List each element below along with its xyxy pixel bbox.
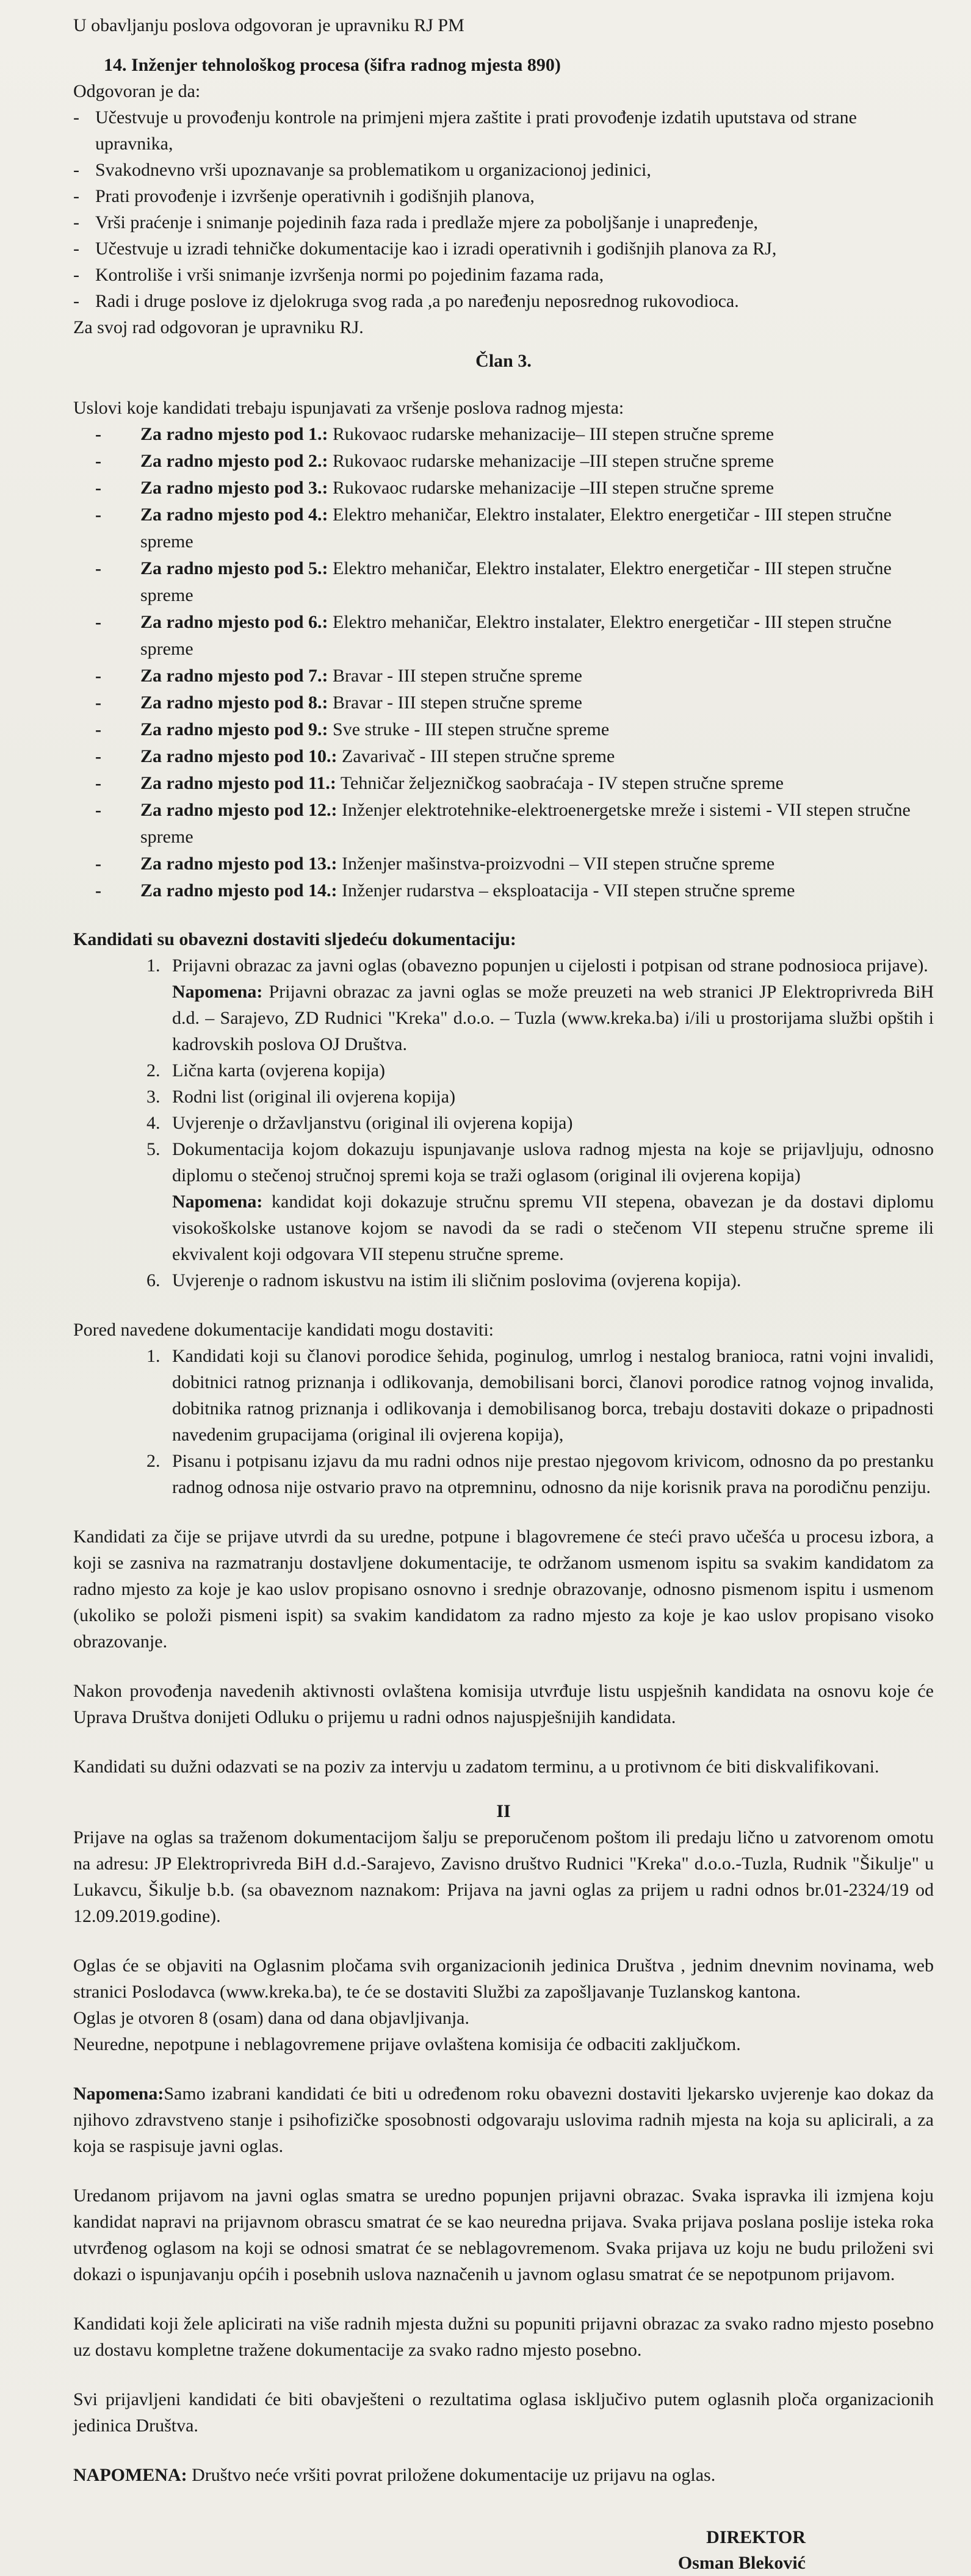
document-text: Prijavni obrazac za javni oglas (obavezno popunjen u cijelosti i potpisan od strane podnosioca prijave). (172, 955, 928, 976)
position-text: Tehničar željezničkog saobraćaja - IV stepen stručne spreme (336, 773, 784, 793)
para-interview: Kandidati su dužni odazvati se na poziv za intervju u zadatom terminu, a u protivnom će biti diskvalifikovani. (73, 1757, 879, 1777)
additional-list (73, 1343, 934, 1500)
position-text: Rukovaoc rudarske mehanizacije– III stepen stručne spreme (328, 424, 774, 444)
position-text: Rukovaoc rudarske mehanizacije –III stepen stručne spreme (328, 478, 774, 498)
position-label: Za radno mjesto pod 4.: (140, 505, 328, 525)
position-item (95, 663, 934, 689)
document-item (165, 1136, 934, 1267)
position-label: Za radno mjesto pod 8.: (140, 693, 328, 713)
position-text: Inženjer rudarstva – eksploatacija - VII stepen stručne spreme (337, 880, 795, 901)
duty-item: - Učestvuje u provođenju kontrole na primjeni mjera zaštite i prati provođenje izdatih uputstava od strane upravnika, (73, 104, 934, 157)
duty-item: - Svakodnevno vrši upoznavanje sa problematikom u organizacionoj jedinici, (73, 157, 934, 183)
duty-item: - Kontroliše i vrši snimanje izvršenja normi po pojedinim fazama rada, (73, 262, 934, 288)
additional-text: Kandidati koji su članovi porodice šehida, poginulog, umrlog i nestalog branioca, ratni vojni invalidi, dobitnici ratnog priznanja i odlikovanja, demobilisani borci, članovi porodice ratnog vojnog invalida, dobitnika ratnog priznanja i odlikovanja i demobilisanog borca, trebaju dostaviti dokaze o pripadnosti navedenim grupacijama (original ili ovjerena kopija), (172, 1346, 934, 1445)
para-commission: Nakon provođenja navedenih aktivnosti ovlaštena komisija utvrđuje listu uspješnih kandidata na osnovu koje će Uprava Društva donijeti Odluku o prijemu u radni odnos najuspješnijih kandidata. (73, 1681, 934, 1727)
document-item (165, 1084, 934, 1110)
additional-intro: Pored navedene dokumentacije kandidati mogu dostaviti: (73, 1320, 494, 1340)
position-text: Bravar - III stepen stručne spreme (328, 666, 582, 686)
para-publish: Oglas će se objaviti na Oglasnim pločama svih organizacionih jedinica Društva , jednim dnevnim novinama, web stranici Poslodavca (www.kreka.ba), te će se dostaviti Službi za zapošljavanje Tuzlanskog kantona. (73, 1955, 934, 2002)
document-item (165, 1110, 934, 1136)
signature-block (73, 2525, 934, 2576)
para-results: Svi prijavljeni kandidati će biti obavješteni o rezultatima oglasa isključivo putem oglasnih ploča organizacionih jedinica Društva. (73, 2389, 934, 2436)
documents-heading: Kandidati su obavezni dostaviti sljedeću dokumentaciju: (73, 929, 516, 949)
position-label: Za radno mjesto pod 7.: (140, 666, 328, 686)
duty-item: - Vrši praćenje i snimanje pojedinih faza rada i predlaže mjere za poboljšanje i unapređenje, (73, 209, 934, 236)
document-item (165, 1057, 934, 1084)
positions-list (73, 421, 934, 904)
document-text: Lična karta (ovjerena kopija) (172, 1060, 385, 1081)
duty-item: - Radi i druge poslove iz djelokruga svog rada ,a po naređenju neposrednog rukovodioca. (73, 288, 934, 314)
document-text: Uvjerenje o radnom iskustvu na istim ili sličnim poslovima (ovjerena kopija). (172, 1270, 742, 1290)
document-text: Uvjerenje o državljanstvu (original ili ovjerena kopija) (172, 1113, 573, 1133)
position-item (95, 770, 934, 797)
position-label: Za radno mjesto pod 12.: (140, 800, 338, 820)
position-item (95, 448, 934, 475)
position-text: Inženjer mašinstva-proizvodni – VII stepen stručne spreme (337, 854, 775, 874)
position-text: Zavarivač - III stepen stručne spreme (337, 746, 615, 766)
position-label: Za radno mjesto pod 14.: (140, 880, 338, 901)
position-label: Za radno mjesto pod 2.: (140, 451, 328, 471)
note-text: Samo izabrani kandidati će biti u određenom roku obavezni dostaviti ljekarsko uvjerenje kao dokaz da njihovo zdravstveno stanje i psihofizičke sposobnosti odgovaraju uslovima radnih mjesta na koja su aplicirali, a za koja se raspisuje javni oglas. (73, 2084, 934, 2156)
note-text: kandidat koji dokazuje stručnu spremu VII stepena, obavezan je da dostavi diplomu visokoškolske ustanove kojom se navodi da se radi o stečenom VII stepenu stručne spreme ili ekvivalent koji odgovara VII stepenu stručne spreme. (172, 1192, 934, 1264)
signature-title: DIREKTOR (706, 2527, 806, 2547)
position-text: Elektro mehaničar, Elektro instalater, Elektro energetičar - III stepen stručne spreme (140, 612, 892, 659)
note-label: Napomena: (172, 982, 263, 1002)
para-medical-note (73, 2081, 934, 2159)
position-label: Za radno mjesto pod 6.: (140, 612, 328, 632)
document-text: Rodni list (original ili ovjerena kopija) (172, 1087, 456, 1107)
position-text: Bravar - III stepen stručne spreme (328, 693, 582, 713)
para-open-period: Oglas je otvoren 8 (osam) dana od dana objavljivanja. (73, 2008, 469, 2028)
item14-title: 14. Inženjer tehnološkog procesa (šifra radnog mjesta 890) (104, 55, 561, 75)
top-line: U obavljanju poslova odgovoran je upravniku RJ PM (73, 15, 464, 35)
position-item (95, 877, 934, 904)
para-rejected: Neuredne, nepotpune i neblagovremene prijave ovlaštena komisija će odbaciti zaključkom. (73, 2034, 741, 2054)
duty-item: - Učestvuje u izradi tehničke dokumentacije kao i izradi operativnih i godišnjih planova za RJ, (73, 236, 934, 262)
position-item (95, 716, 934, 743)
final-note (73, 2462, 934, 2488)
position-item (95, 555, 934, 609)
position-item (95, 743, 934, 770)
position-text: Inženjer elektrotehnike-elektroenergetske mreže i sistemi - VII stepen stručne spreme (140, 800, 911, 847)
note-text: Društvo neće vršiti povrat priložene dokumentacije uz prijavu na oglas. (187, 2465, 716, 2485)
position-label: Za radno mjesto pod 1.: (140, 424, 328, 444)
position-text: Elektro mehaničar, Elektro instalater, Elektro energetičar - III stepen stručne spreme (140, 505, 892, 552)
document-item (165, 952, 934, 1057)
note-label: Napomena: (172, 1192, 263, 1212)
documents-list (73, 952, 934, 1293)
note-label: Napomena: (73, 2084, 164, 2104)
para-multiple-positions: Kandidati koji žele aplicirati na više radnih mjesta dužni su popuniti prijavni obrazac za svako radno mjesto posebno uz dostavu kompletne tražene dokumentacije za svako radno mjesto posebno. (73, 2314, 934, 2360)
position-label: Za radno mjesto pod 3.: (140, 478, 328, 498)
document-item (165, 1267, 934, 1293)
position-text: Elektro mehaničar, Elektro instalater, Elektro energetičar - III stepen stručne spreme (140, 558, 892, 605)
position-label: Za radno mjesto pod 5.: (140, 558, 328, 578)
item14-intro: Odgovoran je da: (73, 81, 201, 101)
position-item (95, 689, 934, 716)
note-text: Prijavni obrazac za javni oglas se može preuzeti na web stranici JP Elektroprivreda BiH d.d. – Sarajevo, ZD Rudnici "Kreka" d.o.o. – Tuzla (www.kreka.ba) i/ili u prostorijama službi opštih i kadrovskih poslova OJ Društva. (172, 982, 934, 1054)
position-item (95, 797, 934, 851)
clan3-intro: Uslovi koje kandidati trebaju ispunjavati za vršenje poslova radnog mjesta: (73, 398, 624, 418)
para-eligible: Kandidati za čije se prijave utvrdi da su uredne, potpune i blagovremene će steći pravo učešća u procesu izbora, a koji se zasniva na razmatranju dostavljene dokumentacije, te održanom usmenom ispitu sa svakim kandidatom za radno mjesto za koje je kao uslov propisano osnovno i srednje obrazovanje, odnosno pismenom ispitu i usmenom (ukoliko se položi pismeni ispit) sa svakim kandidatom za radno mjesto za koje je kao uslov propisano visoko obrazovanje. (73, 1527, 934, 1652)
para-valid-application: Uredanom prijavom na javni oglas smatra se uredno popunjen prijavni obrazac. Svaka ispravka ili izmjena koju kandidat napravi na prijavnom obrascu smatrat će se kao neuredna prijava. Svaka prijava poslana poslije isteka roka utvrđenog oglasom na koji se odnosi smatrat će se neblagovremenom. Svaka prijava uz koju ne budu priloženi svi dokazi o ispunjavanju općih i posebnih uslova naznačenih u javnom oglasu smatrat će se nepotpunom prijavom. (73, 2186, 934, 2284)
item14-closing: Za svoj rad odgovoran je upravniku RJ. (73, 317, 364, 337)
note-label: NAPOMENA: (73, 2465, 187, 2485)
document-body (73, 12, 934, 2576)
section-roman-numeral: II (496, 1801, 511, 1821)
position-item (95, 502, 934, 555)
position-label: Za radno mjesto pod 11.: (140, 773, 336, 793)
clan3-heading: Član 3. (475, 351, 532, 371)
position-text: Rukovaoc rudarske mehanizacije –III stepen stručne spreme (328, 451, 774, 471)
para-submit: Prijave na oglas sa traženom dokumentacijom šalju se preporučenom poštom ili predaju lično u zatvorenom omotu na adresu: JP Elektroprivreda BiH d.d.-Sarajevo, Zavisno društvo Rudnici "Kreka" d.o.o.-Tuzla, Rudnik "Šikulje" u Lukavcu, Šikulje b.b. (sa obaveznom naznakom: Prijava na javni oglas za prijem u radni odnos br.01-2324/19 od 12.09.2019.godine). (73, 1827, 934, 1926)
position-label: Za radno mjesto pod 10.: (140, 746, 338, 766)
position-item (95, 475, 934, 502)
additional-item (165, 1343, 934, 1448)
position-label: Za radno mjesto pod 13.: (140, 854, 338, 874)
item14-duties (73, 104, 934, 314)
position-item (95, 421, 934, 448)
signature-name: Osman Bleković (677, 2553, 806, 2573)
position-text: Sve struke - III stepen stručne spreme (328, 719, 610, 739)
position-label: Za radno mjesto pod 9.: (140, 719, 328, 739)
document-text: Dokumentacija kojom dokazuju ispunjavanje uslova radnog mjesta na koje se prijavljuju, odnosno diplomu o stečenoj stručnoj spremi koja se traži oglasom (original ili ovjerena kopija) (172, 1139, 934, 1185)
duty-item: - Prati provođenje i izvršenje operativnih i godišnjih planova, (73, 183, 934, 209)
position-item (95, 609, 934, 663)
position-item (95, 851, 934, 877)
additional-text: Pisanu i potpisanu izjavu da mu radni odnos nije prestao njegovom krivicom, odnosno da po prestanku radnog odnosa nije ostvario pravo na otpremninu, odnosno da nije korisnik prava na porodičnu penziju. (172, 1451, 934, 1497)
additional-item (165, 1448, 934, 1500)
